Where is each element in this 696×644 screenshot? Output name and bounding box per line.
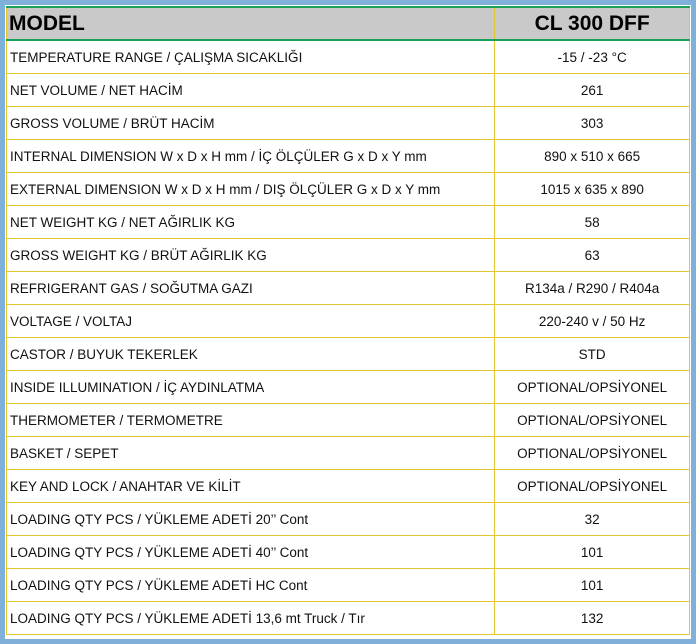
spec-value: 303 xyxy=(495,107,690,140)
spec-value: R134a / R290 / R404a xyxy=(495,272,690,305)
spec-value: 32 xyxy=(495,503,690,536)
spec-label: TEMPERATURE RANGE / ÇALIŞMA SICAKLIĞI xyxy=(7,40,495,74)
spec-value: 220-240 v / 50 Hz xyxy=(495,305,690,338)
spec-value: OPTIONAL/OPSİYONEL xyxy=(495,470,690,503)
table-row xyxy=(7,239,690,272)
spec-value: -15 / -23 °C xyxy=(495,40,690,74)
header-label: MODEL xyxy=(7,7,495,40)
header-row xyxy=(7,7,690,40)
table-row xyxy=(7,206,690,239)
model-name: CL 300 DFF xyxy=(495,7,690,40)
table-row xyxy=(7,569,690,602)
spec-value: 101 xyxy=(495,569,690,602)
spec-label: NET WEIGHT KG / NET AĞIRLIK KG xyxy=(7,206,495,239)
spec-value: 101 xyxy=(495,536,690,569)
spec-label: INTERNAL DIMENSION W x D x H mm / İÇ ÖLÇÜLER G x D x Y mm xyxy=(7,140,495,173)
spec-label: CASTOR / BUYUK TEKERLEK xyxy=(7,338,495,371)
spec-value: STD xyxy=(495,338,690,371)
table-row xyxy=(7,140,690,173)
spec-value: 890 x 510 x 665 xyxy=(495,140,690,173)
spec-label: INSIDE ILLUMINATION / İÇ AYDINLATMA xyxy=(7,371,495,404)
spec-value: 63 xyxy=(495,239,690,272)
spec-label: GROSS WEIGHT KG / BRÜT AĞIRLIK KG xyxy=(7,239,495,272)
spec-label: LOADING QTY PCS / YÜKLEME ADETİ 20’’ Cont xyxy=(7,503,495,536)
spec-label: THERMOMETER / TERMOMETRE xyxy=(7,404,495,437)
spec-label: EXTERNAL DIMENSION W x D x H mm / DIŞ ÖLÇÜLER G x D x Y mm xyxy=(7,173,495,206)
spec-value: 1015 x 635 x 890 xyxy=(495,173,690,206)
spec-value: OPTIONAL/OPSİYONEL xyxy=(495,404,690,437)
spec-label: LOADING QTY PCS / YÜKLEME ADETİ 40’’ Cont xyxy=(7,536,495,569)
spec-value: OPTIONAL/OPSİYONEL xyxy=(495,437,690,470)
spec-label: KEY AND LOCK / ANAHTAR VE KİLİT xyxy=(7,470,495,503)
spec-label: REFRIGERANT GAS / SOĞUTMA GAZI xyxy=(7,272,495,305)
spec-value: 261 xyxy=(495,74,690,107)
spec-value: 132 xyxy=(495,602,690,635)
table-row xyxy=(7,602,690,635)
table-row xyxy=(7,404,690,437)
spec-label: BASKET / SEPET xyxy=(7,437,495,470)
table-row xyxy=(7,173,690,206)
table-row xyxy=(7,107,690,140)
spec-value: 58 xyxy=(495,206,690,239)
spec-label: GROSS VOLUME / BRÜT HACİM xyxy=(7,107,495,140)
spec-label: NET VOLUME / NET HACİM xyxy=(7,74,495,107)
table-row xyxy=(7,272,690,305)
spec-table xyxy=(6,6,690,635)
spec-label: LOADING QTY PCS / YÜKLEME ADETİ HC Cont xyxy=(7,569,495,602)
table-row xyxy=(7,503,690,536)
spec-label: LOADING QTY PCS / YÜKLEME ADETİ 13,6 mt Truck / Tır xyxy=(7,602,495,635)
spec-label: VOLTAGE / VOLTAJ xyxy=(7,305,495,338)
table-row xyxy=(7,536,690,569)
table-row xyxy=(7,371,690,404)
table-row xyxy=(7,437,690,470)
table-row xyxy=(7,74,690,107)
table-row xyxy=(7,40,690,74)
table-row xyxy=(7,470,690,503)
table-row xyxy=(7,338,690,371)
spec-value: OPTIONAL/OPSİYONEL xyxy=(495,371,690,404)
table-row xyxy=(7,305,690,338)
